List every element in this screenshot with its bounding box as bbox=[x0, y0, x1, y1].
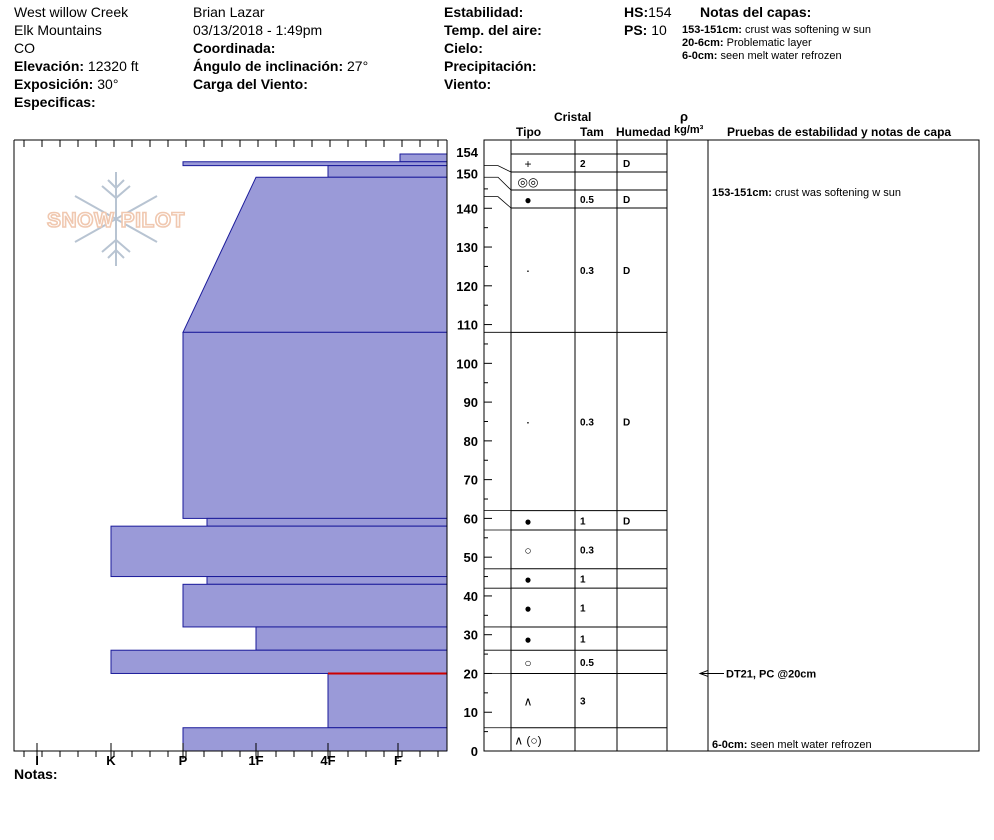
depth-tick-label: 70 bbox=[463, 472, 478, 488]
aspect-value: 30° bbox=[97, 76, 119, 92]
depth-tick-label: 50 bbox=[463, 550, 478, 566]
snowpilot-logo bbox=[47, 172, 185, 266]
density-unit-header: kg/m³ bbox=[674, 124, 704, 136]
crystal-type: ● bbox=[524, 193, 532, 207]
tests-header: Pruebas de estabilidad y notas de capa bbox=[727, 125, 952, 139]
crystal-type: + bbox=[524, 157, 532, 171]
moisture-header: Humedad bbox=[616, 125, 671, 139]
elevation-label: Elevación: bbox=[14, 58, 85, 74]
crystal-size: 1 bbox=[580, 516, 586, 528]
annotation-text: 6-0cm: seen melt water refrozen bbox=[712, 739, 872, 751]
layer-note-depth: 153-151cm: bbox=[682, 24, 742, 36]
depth-connector bbox=[484, 177, 511, 190]
hardness-layer bbox=[328, 673, 447, 727]
datetime: 03/13/2018 - 1:49pm bbox=[193, 22, 323, 38]
location: West willow Creek bbox=[14, 4, 129, 20]
moisture-value: D bbox=[623, 516, 631, 528]
wind-load-label: Carga del Viento: bbox=[193, 76, 308, 92]
x-tick-label: F bbox=[394, 753, 402, 768]
depth-tick-label: 90 bbox=[463, 395, 478, 411]
sky-label: Cielo: bbox=[444, 40, 483, 56]
depth-tick-label: 30 bbox=[463, 627, 478, 643]
crystal-size: 1 bbox=[580, 603, 586, 615]
crystal-size: 1 bbox=[580, 634, 586, 646]
depth-tick-label: 120 bbox=[456, 278, 478, 294]
crystal-size: 0.3 bbox=[580, 545, 594, 557]
crystal-header: Cristal bbox=[554, 110, 592, 124]
annotation-text: 153-151cm: crust was softening w sun bbox=[712, 187, 901, 199]
depth-tick-label: 60 bbox=[463, 511, 478, 527]
elevation-value: 12320 ft bbox=[87, 58, 139, 74]
ps-value: 10 bbox=[651, 22, 667, 38]
x-tick-label: I bbox=[35, 753, 39, 768]
wind-label: Viento: bbox=[444, 76, 492, 92]
depth-connector bbox=[484, 197, 511, 208]
hardness-layer bbox=[207, 518, 447, 526]
rho-header: ρ bbox=[680, 109, 689, 124]
layer-note-text: Problematic layer bbox=[726, 37, 812, 49]
moisture-value: D bbox=[623, 195, 631, 206]
hardness-layer bbox=[256, 627, 447, 650]
depth-tick-label: 130 bbox=[456, 240, 478, 256]
hardness-layer bbox=[207, 577, 447, 585]
crystal-type: ∧ (○) bbox=[514, 733, 542, 748]
crystal-type: ∧ bbox=[523, 694, 533, 709]
coordinate-label: Coordinada: bbox=[193, 40, 276, 56]
range: Elk Mountains bbox=[14, 22, 102, 38]
slope-value: 27° bbox=[347, 58, 369, 74]
depth-tick-label: 110 bbox=[457, 317, 478, 333]
crystal-type: ● bbox=[524, 514, 532, 529]
crystal-type: · bbox=[525, 413, 531, 430]
logo-text: SNOW PILOT bbox=[47, 209, 185, 232]
layer-note-text: seen melt water refrozen bbox=[720, 50, 842, 62]
specifics-label: Especificas: bbox=[14, 94, 96, 110]
slope-label: Ángulo de inclinación: bbox=[193, 58, 344, 74]
hardness-layer bbox=[183, 584, 447, 627]
profile-frame bbox=[484, 140, 979, 751]
depth-tick-label: 20 bbox=[463, 666, 478, 682]
crystal-size: 3 bbox=[580, 696, 586, 708]
depth-tick-label: 80 bbox=[463, 433, 478, 449]
type-header: Tipo bbox=[516, 125, 542, 139]
hardness-layer bbox=[183, 162, 447, 166]
hardness-layer bbox=[328, 166, 447, 178]
air-temp-label: Temp. del aire: bbox=[444, 22, 542, 38]
notes-label: Notas: bbox=[14, 766, 58, 782]
crystal-size: 2 bbox=[580, 159, 586, 170]
crystal-size: 0.3 bbox=[580, 417, 594, 429]
depth-tick-label: 10 bbox=[463, 705, 478, 721]
depth-tick-label: 0 bbox=[470, 744, 478, 759]
depth-tick-label: 40 bbox=[463, 588, 478, 604]
moisture-value: D bbox=[623, 266, 631, 278]
crystal-type: ● bbox=[524, 601, 532, 616]
depth-tick-label: 150 bbox=[456, 166, 478, 182]
x-tick-label: 4F bbox=[320, 753, 336, 768]
layer-note-text: crust was softening w sun bbox=[745, 24, 871, 36]
state: CO bbox=[14, 40, 35, 56]
x-tick-label: P bbox=[178, 753, 188, 768]
depth-tick-label: 100 bbox=[456, 356, 478, 372]
crystal-type: ○ bbox=[524, 655, 532, 670]
crystal-size: 1 bbox=[580, 574, 586, 586]
hardness-layer bbox=[111, 526, 447, 576]
crystal-type: ● bbox=[524, 572, 532, 587]
crystal-size: 0.5 bbox=[580, 195, 594, 206]
crystal-size: 0.5 bbox=[580, 657, 594, 669]
x-tick-label: 1F bbox=[248, 753, 264, 768]
ps-label: PS: bbox=[624, 22, 648, 38]
size-header: Tam bbox=[580, 125, 604, 139]
layer-note-depth: 20-6cm: bbox=[682, 37, 724, 49]
crystal-type: ● bbox=[524, 632, 532, 647]
observer: Brian Lazar bbox=[193, 4, 265, 20]
hs-value: 154 bbox=[648, 4, 672, 20]
layer-note-depth: 6-0cm: bbox=[682, 50, 718, 62]
crystal-type: ◎◎ bbox=[517, 175, 539, 189]
hs-label: HS: bbox=[624, 4, 649, 20]
annotation-text: DT21, PC @20cm bbox=[726, 668, 817, 681]
aspect-label: Exposición: bbox=[14, 76, 94, 92]
depth-tick-label: 154 bbox=[456, 145, 478, 160]
hardness-layer bbox=[183, 728, 447, 751]
depth-connector bbox=[484, 166, 511, 172]
hardness-layer bbox=[183, 332, 447, 518]
x-tick-label: K bbox=[106, 753, 116, 768]
stability-label: Estabilidad: bbox=[444, 4, 524, 20]
layer-notes-title: Notas del capas: bbox=[700, 4, 812, 20]
crystal-type: · bbox=[525, 262, 531, 279]
moisture-value: D bbox=[623, 417, 631, 429]
hardness-layer bbox=[183, 177, 447, 332]
hardness-layer bbox=[111, 650, 447, 673]
depth-tick-label: 140 bbox=[456, 201, 478, 217]
crystal-type: ○ bbox=[524, 543, 532, 558]
crystal-size: 0.3 bbox=[580, 266, 594, 278]
hardness-layer bbox=[400, 154, 447, 162]
precip-label: Precipitación: bbox=[444, 58, 537, 74]
moisture-value: D bbox=[623, 159, 631, 170]
